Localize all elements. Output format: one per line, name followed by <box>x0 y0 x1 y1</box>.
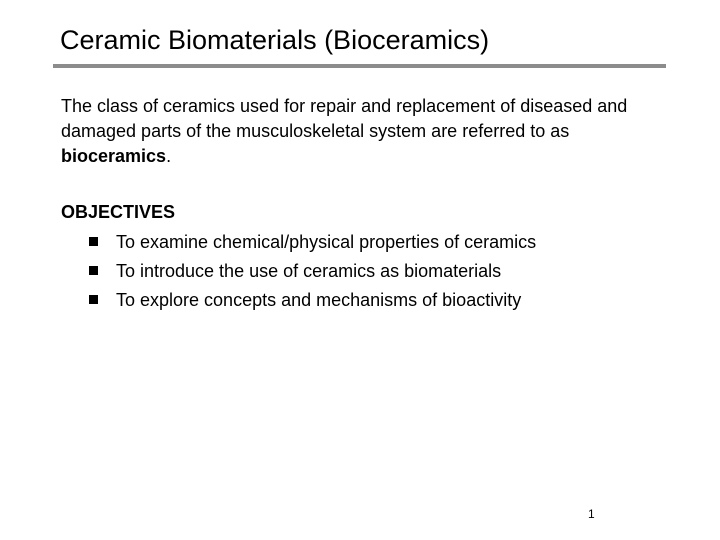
objective-item <box>61 258 681 287</box>
slide-title: Ceramic Biomaterials (Bioceramics) <box>60 25 490 55</box>
page-number: 1 <box>588 507 595 521</box>
intro-paragraph <box>61 94 671 169</box>
objectives-list <box>61 229 681 316</box>
objective-item <box>61 287 681 316</box>
square-bullet-icon <box>89 266 98 275</box>
objective-text: To explore concepts and mechanisms of bioactivity <box>116 290 522 310</box>
objective-text: To examine chemical/physical properties of ceramics <box>116 232 537 252</box>
objective-text: To introduce the use of ceramics as biomaterials <box>116 261 502 281</box>
intro-period: . <box>166 146 172 166</box>
intro-emphasis-term: bioceramics <box>61 146 167 166</box>
intro-text: The class of ceramics used for repair and replacement of diseased and damaged parts of the musculoskeletal system are referred to as <box>61 96 628 141</box>
objectives-heading: OBJECTIVES <box>61 202 176 222</box>
square-bullet-icon <box>89 237 98 246</box>
objectives-section <box>61 200 681 316</box>
square-bullet-icon <box>89 295 98 304</box>
objective-item <box>61 229 681 258</box>
title-divider <box>53 64 666 68</box>
